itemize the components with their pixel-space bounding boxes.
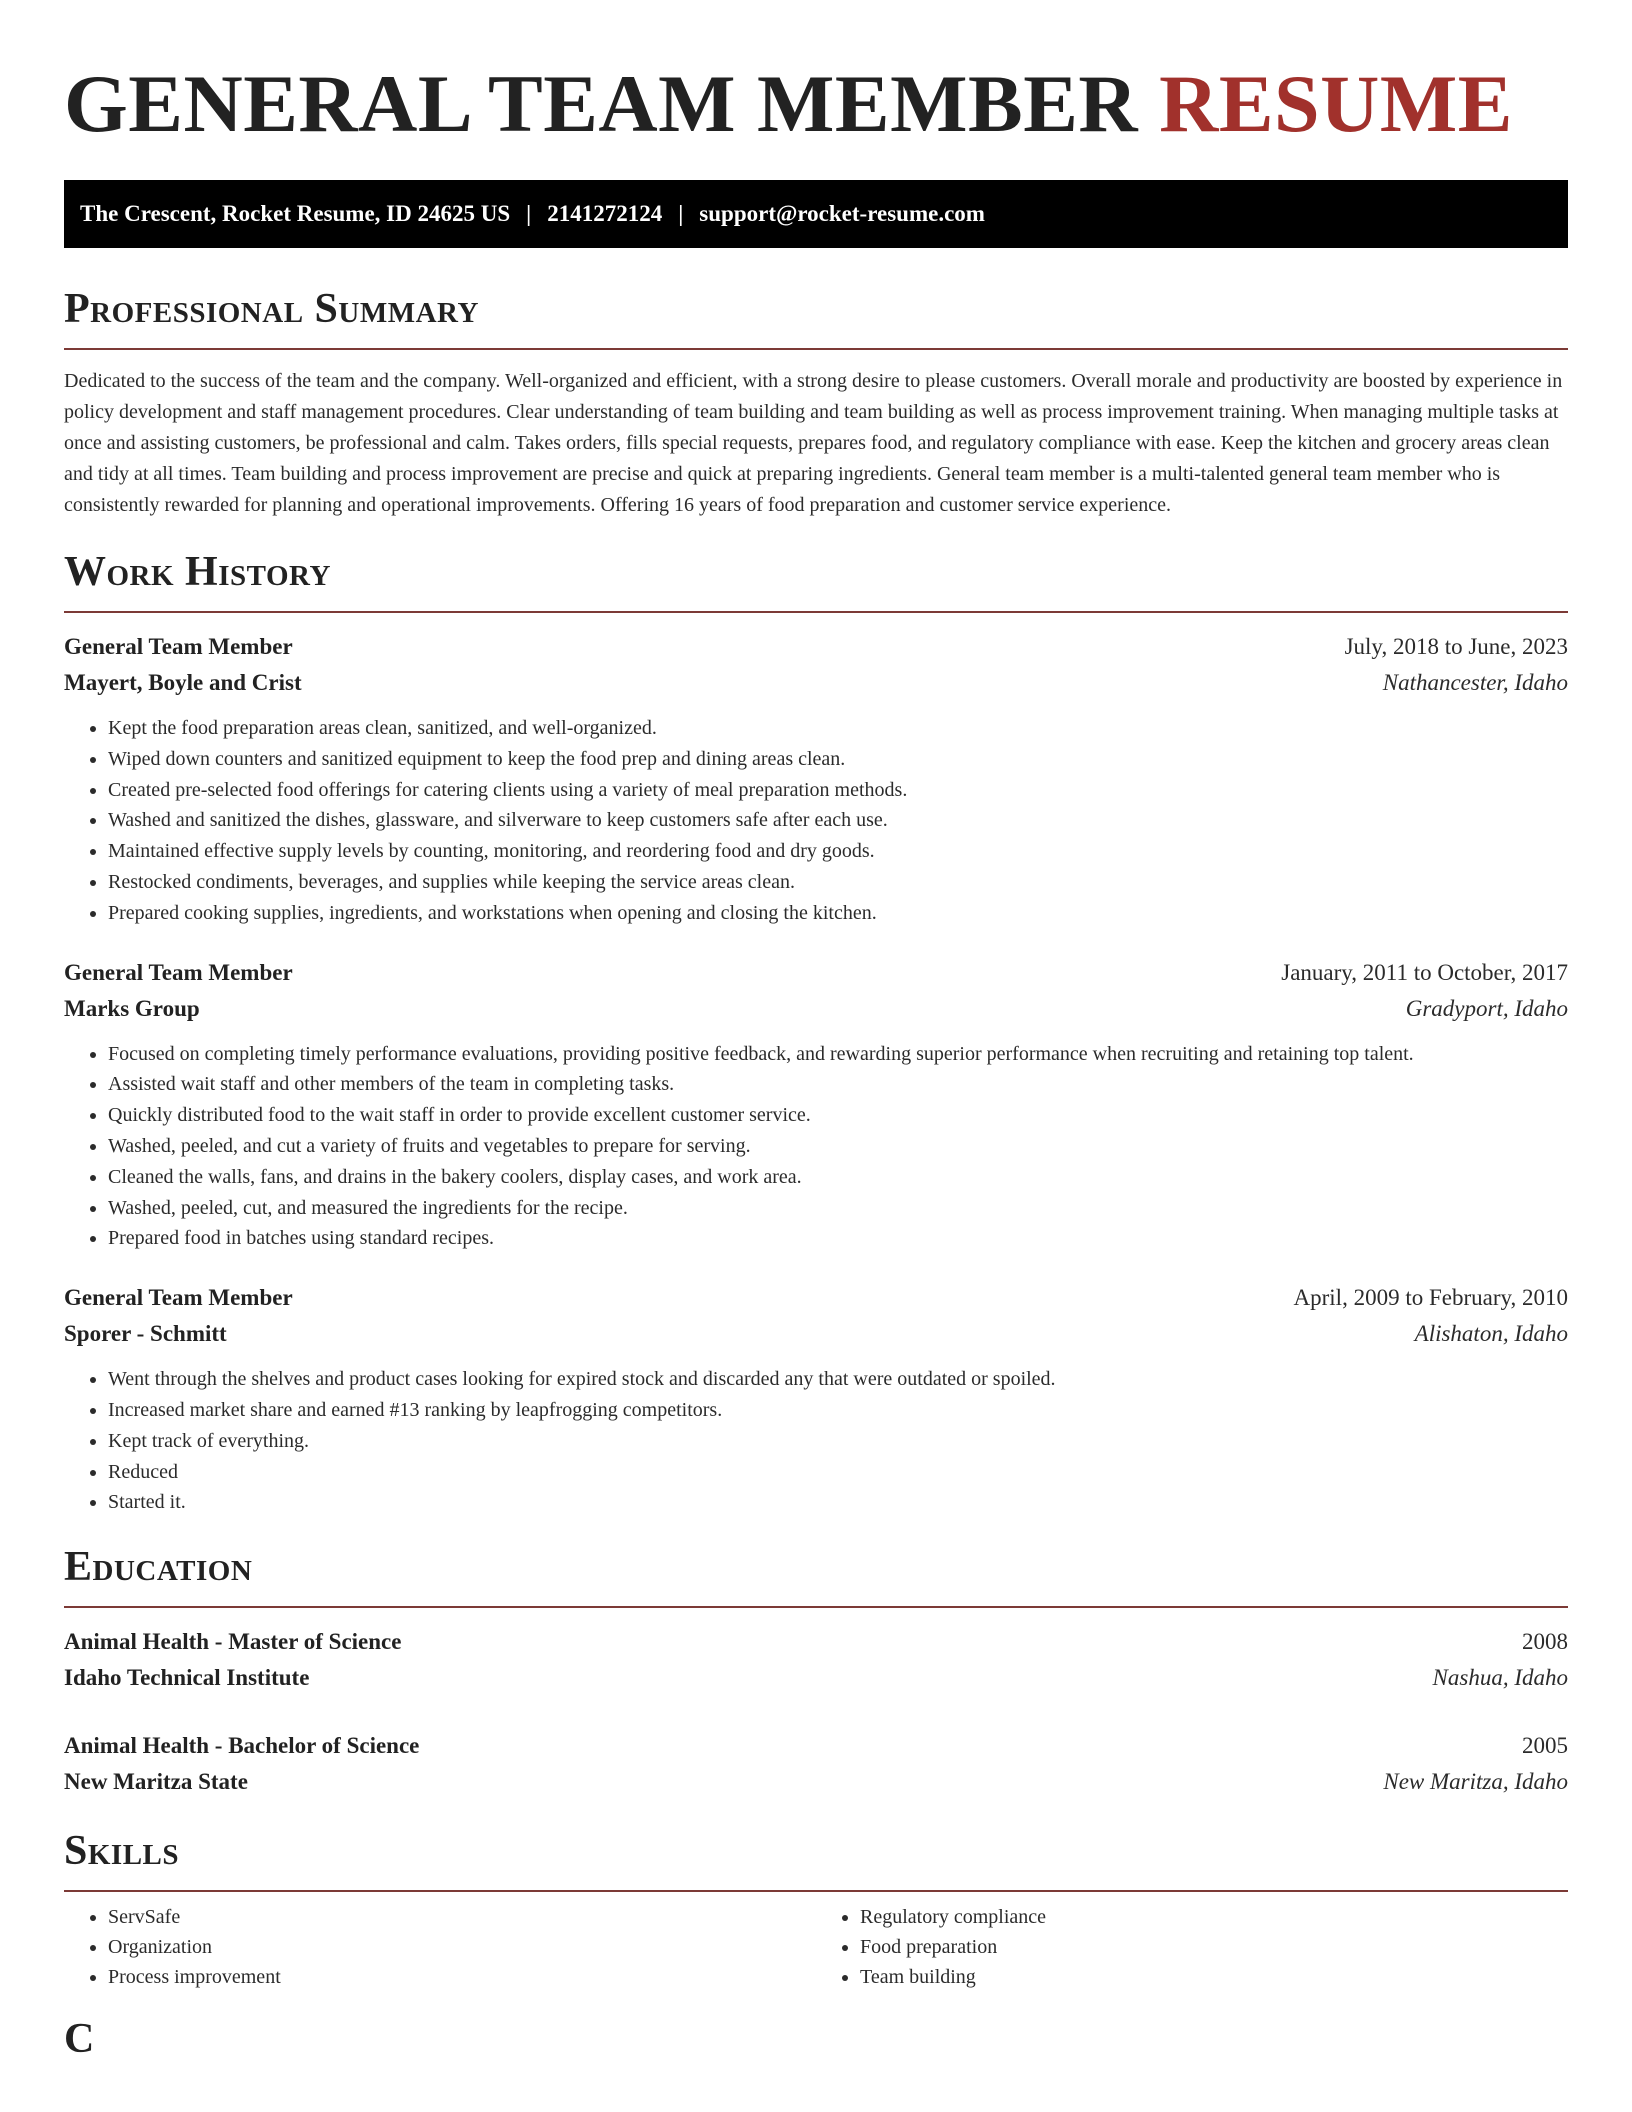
education-degree: Animal Health - Master of Science (64, 1629, 402, 1655)
skill-item: • ServSafe (108, 1902, 816, 1932)
skills-list-right (816, 1902, 1568, 1992)
job-bullet: • Kept the food preparation areas clean, sanitized, and well-organized. (108, 713, 1568, 744)
job-title: General Team Member (64, 1285, 293, 1311)
job-entry (64, 1280, 1568, 1518)
skills-columns (64, 1892, 1568, 1992)
education-school: New Maritza State (64, 1769, 248, 1795)
job-company-row (64, 1316, 1568, 1352)
job-company: Marks Group (64, 995, 200, 1021)
job-location: Alishaton, Idaho (1414, 1321, 1568, 1347)
skills-heading: Skills (64, 1828, 180, 1875)
work-history-heading: Work History (64, 549, 331, 595)
education-section (64, 1542, 1568, 1800)
education-heading: Education (64, 1544, 253, 1591)
skill-item: • Team building (860, 1962, 1568, 1992)
summary-section (64, 284, 1568, 521)
summary-heading: Professional Summary (64, 286, 479, 332)
skill-item: • Process improvement (108, 1962, 816, 1992)
next-section-heading: C (64, 2016, 95, 2063)
education-school-row (64, 1764, 1568, 1800)
skills-section (64, 1826, 1568, 1992)
education-year: 2005 (1522, 1733, 1568, 1759)
job-bullet: • Maintained effective supply levels by counting, monitoring, and reordering food and dry goods. (108, 836, 1568, 867)
job-dates: July, 2018 to June, 2023 (1344, 634, 1568, 659)
job-header-row (64, 955, 1568, 991)
education-degree-row (64, 1728, 1568, 1764)
job-header-row (64, 629, 1568, 665)
job-bullets (64, 713, 1568, 929)
job-bullet: • Kept track of everything. (108, 1426, 1568, 1457)
job-bullet: • Focused on completing timely performance evaluations, providing positive feedback, and rewarding superior performance when recruiting and retaining top talent. (108, 1039, 1568, 1070)
resume-title (64, 0, 1568, 152)
summary-text: Dedicated to the success of the team and the company. Well-organized and efficient, with a strong desire to please customers. Overall morale and productivity are boosted by experience in policy development and staff management procedures. Clear understanding of team building and team building as well as process improvement training. When managing multiple tasks at once and assisting customers, be professional and calm. Takes orders, fills special requests, prepares food, and regulatory compliance with ease. Keep the kitchen and grocery areas clean and tidy at all times. Team building and process improvement are precise and quick at preparing ingredients. General team member is a multi-talented general team member who is consistently rewarded for planning and operational improvements. Offering 16 years of food preparation and customer service experience. (64, 370, 1563, 516)
education-location: New Maritza, Idaho (1383, 1769, 1568, 1795)
section-divider (64, 611, 1568, 613)
job-bullet: • Prepared cooking supplies, ingredients, and workstations when opening and closing the kitchen. (108, 898, 1568, 929)
job-bullet: • Washed, peeled, cut, and measured the ingredients for the recipe. (108, 1193, 1568, 1224)
education-degree-row (64, 1624, 1568, 1660)
education-location: Nashua, Idaho (1432, 1665, 1568, 1691)
job-bullet: • Went through the shelves and product cases looking for expired stock and discarded any that were outdated or spoiled. (108, 1364, 1568, 1395)
contact-separator: | (678, 201, 684, 226)
skill-item: • Regulatory compliance (860, 1902, 1568, 1932)
title-accent: RESUME (1159, 58, 1513, 149)
education-entry (64, 1624, 1568, 1696)
job-company: Sporer - Schmitt (64, 1321, 227, 1347)
job-company-row (64, 991, 1568, 1027)
section-divider (64, 1606, 1568, 1608)
education-entry (64, 1728, 1568, 1800)
education-school-row (64, 1660, 1568, 1696)
job-bullet: • Reduced (108, 1457, 1568, 1488)
contact-separator: | (526, 201, 532, 226)
job-entry (64, 629, 1568, 929)
skill-item: • Food preparation (860, 1932, 1568, 1962)
job-bullet: • Wiped down counters and sanitized equipment to keep the food prep and dining areas clean. (108, 744, 1568, 775)
next-section (64, 2014, 1568, 2064)
job-bullets (64, 1364, 1568, 1518)
job-company: Mayert, Boyle and Crist (64, 670, 302, 695)
job-bullet: • Washed, peeled, and cut a variety of fruits and vegetables to prepare for serving. (108, 1131, 1568, 1162)
title-main: GENERAL TEAM MEMBER (64, 58, 1139, 149)
job-bullet: • Washed and sanitized the dishes, glassware, and silverware to keep customers safe after each use. (108, 805, 1568, 836)
education-degree: Animal Health - Bachelor of Science (64, 1733, 420, 1759)
job-dates: January, 2011 to October, 2017 (1281, 959, 1568, 985)
job-bullet: • Assisted wait staff and other members of the team in completing tasks. (108, 1069, 1568, 1100)
job-location: Gradyport, Idaho (1405, 995, 1568, 1021)
work-history-section (64, 547, 1568, 1518)
contact-address: The Crescent, Rocket Resume, ID 24625 US (80, 201, 511, 226)
job-title: General Team Member (64, 959, 293, 985)
section-divider (64, 348, 1568, 350)
job-bullet: • Created pre-selected food offerings for catering clients using a variety of meal preparation methods. (108, 775, 1568, 806)
job-bullet: • Cleaned the walls, fans, and drains in the bakery coolers, display cases, and work area. (108, 1162, 1568, 1193)
job-bullet: • Quickly distributed food to the wait staff in order to provide excellent customer service. (108, 1100, 1568, 1131)
job-company-row (64, 665, 1568, 701)
job-bullet: • Increased market share and earned #13 ranking by leapfrogging competitors. (108, 1395, 1568, 1426)
contact-phone: 2141272124 (547, 201, 663, 226)
job-header-row (64, 1280, 1568, 1316)
job-title: General Team Member (64, 634, 293, 659)
job-dates: April, 2009 to February, 2010 (1293, 1285, 1568, 1311)
skill-item: • Organization (108, 1932, 816, 1962)
job-location: Nathancester, Idaho (1382, 670, 1568, 695)
education-year: 2008 (1522, 1629, 1568, 1655)
job-bullet: • Started it. (108, 1487, 1568, 1518)
job-bullet: • Prepared food in batches using standard recipes. (108, 1223, 1568, 1254)
job-bullets (64, 1039, 1568, 1255)
skills-list-left (64, 1902, 816, 1992)
education-school: Idaho Technical Institute (64, 1665, 310, 1691)
job-bullet: • Restocked condiments, beverages, and supplies while keeping the service areas clean. (108, 867, 1568, 898)
contact-bar (64, 180, 1568, 248)
job-entry (64, 955, 1568, 1255)
contact-email: support@rocket-resume.com (699, 201, 985, 226)
